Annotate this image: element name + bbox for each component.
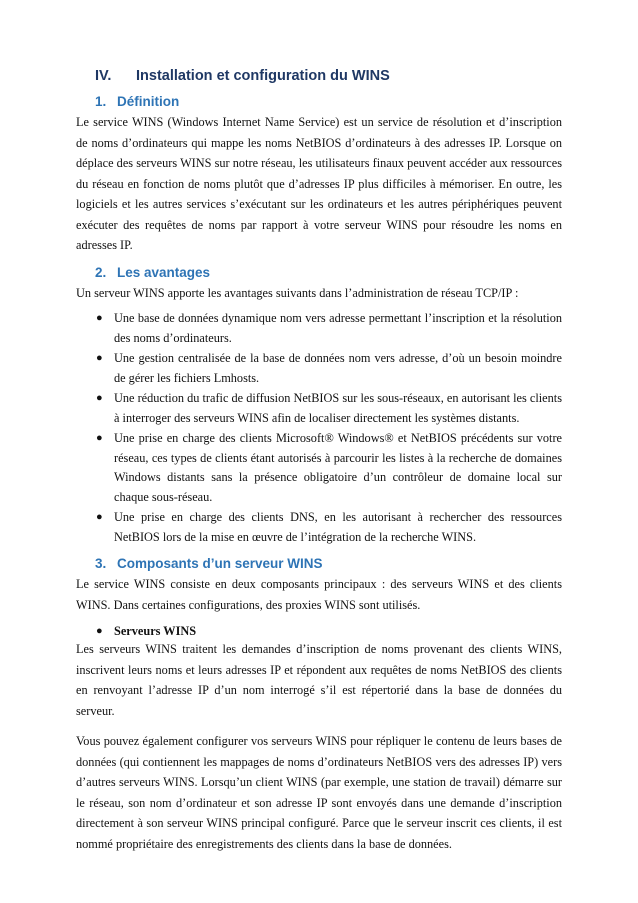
list-item: ● Une gestion centralisée de la base de données nom vers adresse, d’où un besoin moindre de gérer les fichiers Lmhosts. (96, 351, 562, 385)
components-intro: Le service WINS consiste en deux composants principaux : des serveurs WINS et des clients WINS. Dans certaines configurations, des proxies WINS sont utilisés. (76, 577, 562, 612)
definition-section (76, 94, 562, 256)
definition-heading (95, 94, 562, 109)
definition-number: 1. (95, 94, 107, 109)
components-title: Composants d’un serveur WINS (117, 556, 323, 571)
components-section (76, 556, 562, 854)
components-heading (95, 556, 562, 571)
section-heading (95, 68, 562, 84)
components-number: 3. (95, 556, 107, 571)
bullet-icon: ● (96, 625, 103, 637)
list-item: ● Une prise en charge des clients DNS, en les autorisant à rechercher des ressources NetBIOS lors de la mise en œuvre de l’intégration de la recherche WINS. (96, 510, 562, 544)
advantages-intro: Un serveur WINS apporte les avantages suivants dans l’administration de réseau TCP/IP : (76, 285, 519, 300)
advantages-list (76, 309, 562, 547)
advantages-number: 2. (95, 264, 107, 280)
section-number: IV. (95, 68, 112, 84)
list-item: ● Une base de données dynamique nom vers adresse permettant l’inscription et la résolution des noms d’ordinateurs. (96, 311, 562, 345)
definition-paragraph: Le service WINS (Windows Internet Name Service) est un service de résolution et d’inscription de noms d’ordinateurs qui mappe les noms NetBIOS d’ordinateurs à des adresses IP. Lorsque on déplace des serveurs WINS sur notre réseau, les utilisateurs finaux peuvent accéder aux ressources du réseau en fonction de noms plutôt que d’adresses IP plus difficiles à mémoriser. En outre, les logiciels et les autres services s’exécutant sur les ordinateurs et les autres périphériques peuvent exécuter des requêtes de noms par rapport à votre serveur WINS pour résoudre les noms en adresses IP. (76, 115, 562, 252)
bullet-icon: ● (96, 432, 103, 444)
section-title: Installation et configuration du WINS (136, 68, 390, 84)
components-paragraph-1: Les serveurs WINS traitent les demandes d’inscription de noms provenant des clients WINS, inscrivent leurs noms et leurs adresses IP et répondent aux requêtes de noms NetBIOS des clients en renvoyant l’adresse IP d’un nom interrogé s’il est répertorié dans la base de données du serveur. (76, 642, 562, 718)
document-page (76, 68, 562, 863)
bullet-icon: ● (96, 352, 103, 364)
definition-title: Définition (117, 94, 180, 109)
wins-servers-subheading: ● Serveurs WINS (96, 624, 197, 638)
advantages-title: Les avantages (117, 264, 211, 280)
list-item: ● Une prise en charge des clients Microsoft® Windows® et NetBIOS précédents sur votre réseau, ces types de clients étant autorisés à parcourir les listes à la recherche de domaines Windows distants sans la présence obligatoire d’un contrôleur de domaine local sur chaque sous-réseau. (96, 431, 562, 504)
bullet-icon: ● (96, 511, 103, 523)
components-paragraph-2: Vous pouvez également configurer vos serveurs WINS pour répliquer le contenu de leurs bases de données (qui contiennent les mappages de noms d’ordinateurs NetBIOS vers des adresses IP) vers d’autres serveurs WINS. Lorsqu’un client WINS (par exemple, une station de travail) démarre sur le réseau, son nom d’ordinateur et son adresse IP sont envoyés dans une demande d’inscription directement à son serveur WINS principal configuré. Parce que le serveur inscrit ces clients, il est nommé propriétaire des enregistrements des clients dans la base de données. (76, 734, 562, 851)
bullet-icon: ● (96, 312, 103, 324)
advantages-section (76, 265, 562, 548)
list-item: ● Une réduction du trafic de diffusion NetBIOS sur les sous-réseaux, en autorisant les clients à interroger des serveurs WINS afin de localiser directement les systèmes distants. (96, 391, 562, 425)
bullet-icon: ● (96, 392, 103, 404)
advantages-heading (95, 265, 562, 280)
